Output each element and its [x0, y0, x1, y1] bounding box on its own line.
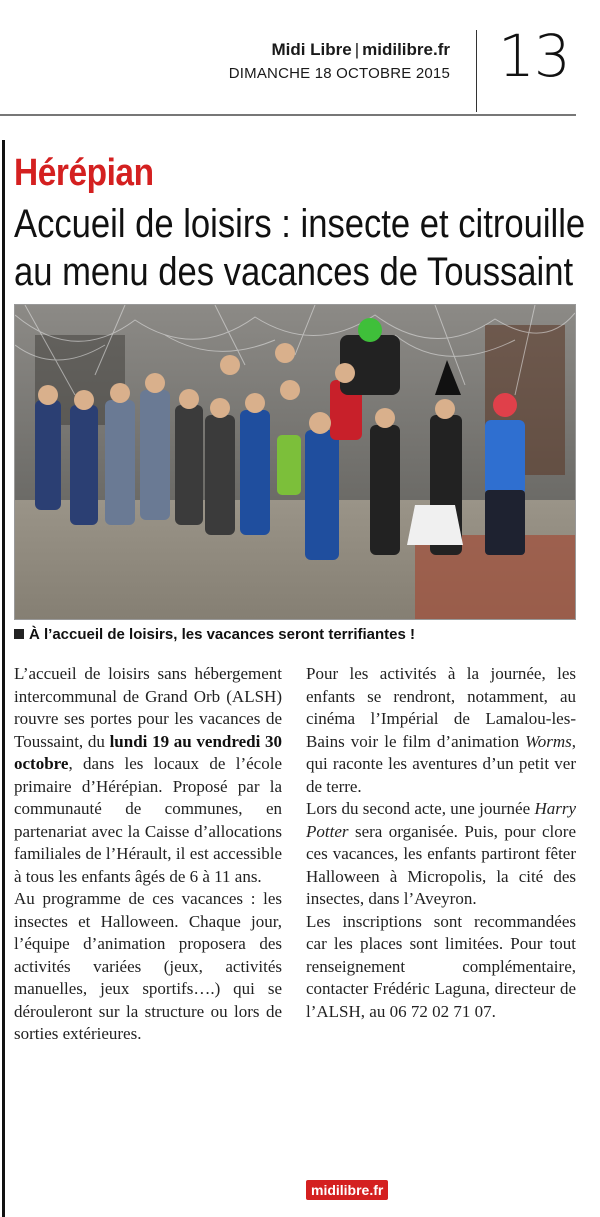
header-rule: [0, 114, 576, 116]
article-paragraph: [14, 663, 282, 888]
publication-name: Midi Libre: [271, 40, 352, 59]
caption-text: À l’accueil de loisirs, les vacances seront terrifiantes !: [29, 626, 416, 643]
header-divider: [476, 30, 477, 112]
paragraph-italic-title: Worms: [525, 731, 572, 751]
headline-line: Accueil de loisirs : insecte et citrouille: [14, 202, 586, 246]
paragraph-text: sera organisée. Puis, pour clore ces vacances, les enfants partiront fêter Halloween à Micropolis, la cité des insectes, dans l’Aveyron.: [306, 821, 576, 908]
publication-line: [271, 40, 450, 60]
paragraph-text: , dans les locaux de l’école primaire d’Hérépian. Proposé par la communauté de communes, en partenariat avec la Caisse d’allocations familiales de l’Hérault, il est accessible à tous les enfants âgés de 6 à 11 ans.: [14, 754, 282, 886]
page-header: [0, 0, 600, 118]
paragraph-bold-dates: lundi 19 au vendredi 30 octobre: [14, 731, 283, 773]
article-paragraph: Au programme de ces vacances : les insectes et Halloween. Chaque jour, l’équipe d’animation proposera des activités variées (jeux, activités manuelles, jeux sportifs….) qui se dérouleront sur la structure ou lors de sorties extérieures.: [14, 889, 282, 1043]
group-photo-illustration: [15, 305, 575, 619]
paragraph-text: L’accueil de loisirs sans hébergement intercommunal de Grand Orb (ALSH) rouvre ses portes pour les vacances de Toussaint, du: [14, 664, 282, 751]
publication-separator: |: [354, 40, 360, 59]
brand-link-badge[interactable]: midilibre.fr: [306, 1180, 388, 1200]
paragraph-text: Pour les activités à la journée, les enfants se rendront, notamment, au cinéma l’Impérial de Lamalou-les-Bains voir le film d’animation: [306, 664, 576, 751]
issue-date: DIMANCHE 18 OCTOBRE 2015: [228, 65, 450, 82]
article-column-right: [306, 663, 576, 1023]
paragraph-italic-title: Harry Potter: [306, 799, 576, 841]
article-column-left: [14, 663, 282, 1046]
caption-bullet-icon: [14, 629, 24, 639]
headline-line: au menu des vacances de Toussaint: [14, 250, 574, 294]
paragraph-text: Lors du second acte, une journée: [306, 799, 535, 818]
paragraph-text: , qui raconte les aventures d’un petit ver de terre.: [306, 731, 576, 796]
article-headline: [14, 200, 586, 296]
photo-caption: [14, 626, 584, 643]
article-paragraph: [306, 663, 576, 798]
article-paragraph: Les inscriptions sont recommandées car les places sont limitées. Pour tout renseignement complémentaire, contacter Frédéric Laguna, directeur de l’ALSH, au 06 72 02 71 07.: [306, 911, 576, 1021]
page-number: 13: [498, 22, 570, 90]
article-paragraph: [306, 798, 576, 911]
article-locality: Hérépian: [14, 152, 154, 194]
article-photo: [14, 304, 576, 620]
article-left-rule: [2, 140, 5, 1217]
publication-website: midilibre.fr: [362, 40, 450, 59]
